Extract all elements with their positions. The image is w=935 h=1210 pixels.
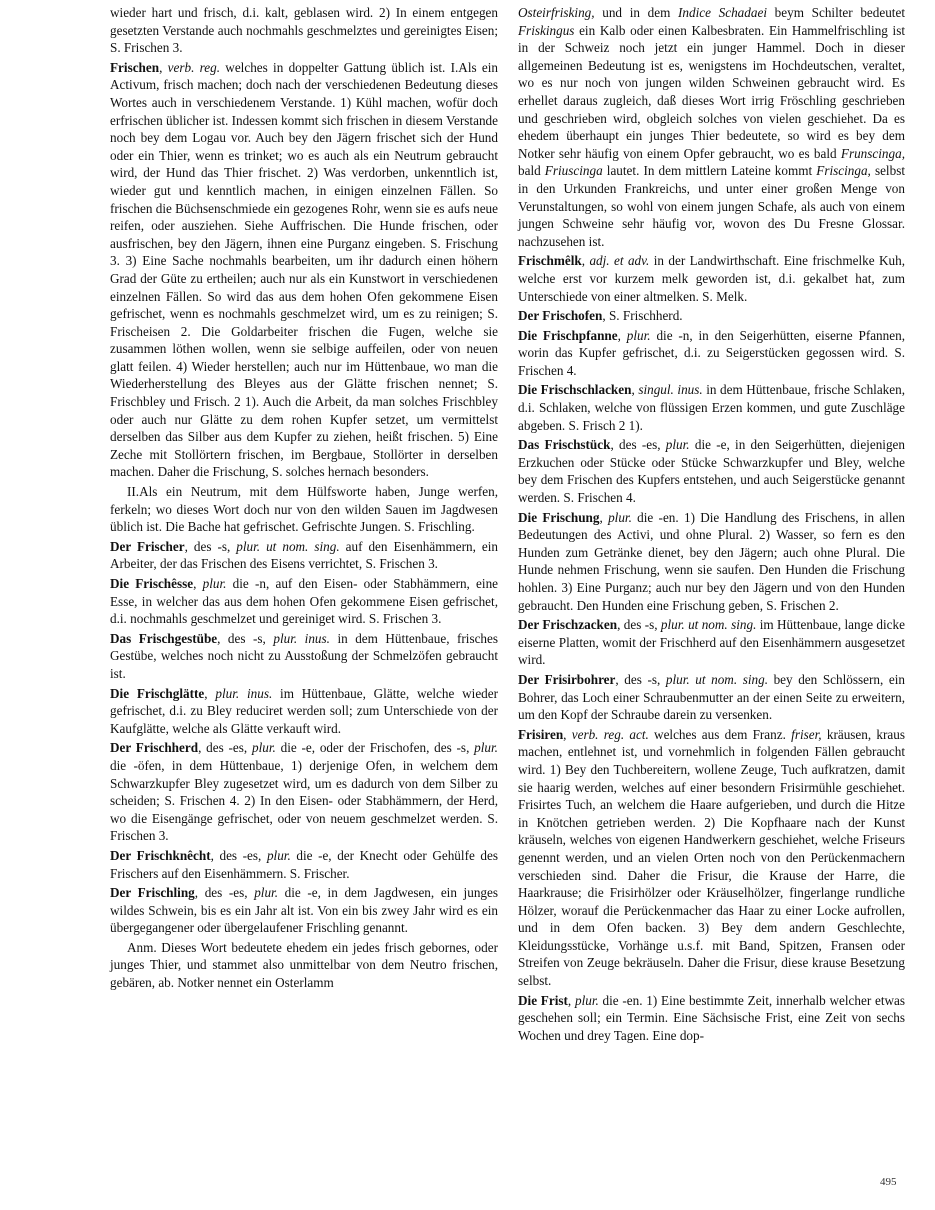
grammar-note: Frunscinga, [840, 145, 905, 161]
entry-text: ein Kalb oder einen Kalbesbraten. Ein Hammelfrischling ist in der Schweiz noch jetzt ein junger Hammel. Doch in dieser allgemeinen Bedeutung ist es, wenigstens im Hochdeutschen, veraltet, wo es nur noch von jungen wilden Schweinen gebraucht wird. Es erhellet daraus zugleich, daß dieses Wort irrig Fröschling geschrieben und geschrieben wird, obgleich solches von vielen geschiehet. Da es ehedem überhaupt ein junges Thier bedeutete, so wird es bey dem Notker sehr häufig von einem Opfer gebraucht, wo es bald [518, 22, 905, 161]
dictionary-entry [110, 575, 498, 628]
grammar-note: plur. [202, 576, 227, 591]
entry-text: die -e, in dem Jagdwesen, ein junges wildes Schwein, bis es ein Jahr alt ist. Von ein bis zwey Jahr wird es ein übergegangener oder übergelaufener Frischling genannt. [110, 885, 498, 936]
grammar-note: verb. reg. act. [571, 726, 649, 742]
entry-text: die -n, in den Seigerhütten, eiserne Pfannen, worin das Kupfer gefrischet, d.i. zu Seigerstücken gegossen wird. S. Frischen 4. [518, 327, 905, 378]
left-column [110, 4, 498, 994]
grammar-note: plur. [254, 885, 279, 901]
entry-headword: Frisiren [518, 726, 564, 742]
entry-text: , [631, 382, 639, 398]
entry-text: in der Landwirthschaft. Eine frischmelke Kuh, welche erst vor kurzem melk geworden ist, d.i. gekalbet hat, zum Unterschiede von einer altmelken. S. Melk. [518, 253, 905, 304]
entry-text: die -en. 1) Eine bestimmte Zeit, innerhalb welcher etwas geschehen soll; ein Termin. Eine Sächsische Frist, eine Zeit von sechs Wochen und drey Tagen. Eine dop- [518, 992, 906, 1043]
entry-text: , [581, 253, 590, 269]
entry-headword: Frischen [110, 59, 160, 75]
entry-headword: Der Frisirbohrer [518, 671, 616, 687]
entry-text: , des -s, [217, 630, 274, 646]
grammar-note: adj. et adv. [589, 253, 650, 269]
dictionary-entry [518, 252, 905, 305]
grammar-note: Osteirfrisking, [518, 5, 595, 20]
grammar-note: verb. reg. [167, 59, 221, 75]
entry-text: die -öfen, in dem Hüttenbaue, 1) derjenige Ofen, in welchem dem Schwarzkupfer Bley zugesetzet wird, um es dadurch von dem Silber zu scheiden; S. Frischen 4. 2) In den Eisen- oder Stabhämmern, der Herd, wo die Eisengänge gefrischet, oder von neuem geschmelzet werden. S. Frischen 3. [110, 757, 498, 844]
entry-text: , [617, 327, 627, 343]
grammar-note: Friuscinga [544, 163, 603, 179]
grammar-note: plur. [251, 740, 276, 756]
entry-text: , [204, 685, 216, 701]
grammar-note: plur. [665, 437, 690, 453]
entry-text: , des -s, [615, 671, 666, 687]
entry-text: die -en. 1) Die Handlung des Frischens, in allen Bedeutungen des Activi, und ohne Plural. 2) Wasser, so fern es den Hunden zum Getränke dienet, bey den Jägern; auch ohne Plural. Die Hunde nehmen Frischung, wenn sie saufen. Den Hunden die Frischung hohlen. 3) Eine Purganz; auch nur bey den Jägern und von den Hunden gebraucht. Den Hunden eine Frischung geben, S. Frischen 2. [518, 509, 906, 613]
grammar-note: plur. [474, 740, 498, 756]
entry-text: , [159, 59, 168, 75]
entry-text: in dem Hüttenbaue, frische Schlaken, d.i. Schlaken, welche von flüssigen Erzen kommen, und gute Zuschläge abgeben. S. Frisch 2 1). [518, 382, 906, 433]
right-column [518, 4, 905, 1046]
entry-text: auf den Eisenhämmern, ein Arbeiter, der das Frischen des Eisens verrichtet, S. Frischen 3. [110, 538, 499, 572]
entry-text: im Hüttenbaue, lange dicke eiserne Platten, womit der Frischherd auf den Eisenhämmern ausgesetzet wird. [518, 617, 905, 668]
entry-text: in dem Hüttenbaue, frisches Gestübe, welches noch nicht zu Ausstoßung der Schmelzöfen gebraucht ist. [110, 630, 499, 681]
grammar-note: plur. ut nom. sing. [236, 538, 340, 554]
grammar-note: singul. inus. [638, 382, 703, 398]
dictionary-entry [110, 739, 498, 845]
entry-text: welches in doppelter Gattung üblich ist. I.Als ein Activum, frisch machen; doch nach der verschiedenen Bedeutung dieses Wortes auch in verschiedenem Verstande. 1) Kühl machen, wofür doch erfrischen üblicher ist. Indessen kommt sich frischen in diesem Verstande noch bey dem Logau vor. Auch bey den Jägern frischet sich der Hund oder ein Thier, wenn es trinket; wo es auch als ein Neutrum gebraucht wird, der Hund das Thier frischet. 2) Was verdorben, unkenntlich ist, wieder gut und kenntlich machen, in einigen einzelnen Fällen. So frischen die Büchsenschmiede ein gezogenes Rohr, wenn sie es aufs neue reifen, oder ausziehen. Siehe Auffrischen. Die Hunde frischen, oder ausfrischen, bey den Jägern, ihnen eine Purganz eingeben. S. Frischung 3. 3) Eine Sache nochmahls bearbeiten, um ihr dadurch einen höhern Grad der Güte zu ertheilen; auch nur als ein Kunstwort in verschiedenen einzelnen Fällen. So wird das aus dem hohen Ofen gekommene Eisen gefrischet, wenn es nochmahls geschmelzet wird, um es zu reinigen; S. Frischeisen 2. Die Goldarbeiter frischen die Fugen, welche sie zusammen löthen wollen, wenn sie selbige auffeilen, oder von neuen glatt feilen. 4) Wieder herstellen; auch nur im Hüttenbaue, wo man die Wiederherstellung des Bleyes aus der Glätte frischen nennet; S. Frischbley und Frisch. 2 1). Auch die Arbeit, da man solches Frischbley oder auch nur Glätte zu dem rohen Kupfer setzet, um vermittelst derselben das Silber aus dem Kupfer zu ziehen, heißt frischen. 5) Eine Zeche mit Stollörtern frischen, im Bergbaue, Stollörter in derselben machen. Daher die Frischung, S. solches hernach besonders. [110, 59, 499, 480]
entry-text: Anm. Dieses Wort bedeutete ehedem ein jedes frisch gebornes, oder junges Thier, und stammet also unmittelbar von dem Neutro frischen, gebären, ab. Notker nennet ein Osterlamm [110, 939, 498, 991]
entry-headword: Die Frischglätte [110, 685, 205, 701]
entry-text: , [599, 509, 609, 525]
entry-headword: Der Frischer [110, 538, 185, 554]
grammar-note: Friskingus [518, 22, 575, 38]
dictionary-entry [110, 538, 498, 573]
entry-text: , des -es, [210, 847, 267, 863]
entry-text: wieder hart und frisch, d.i. kalt, geblasen wird. 2) In einem entgegen gesetzten Verstande auch nochmahls geschmelztes und gereinigtes Eisen; S. Frischen 3. [110, 5, 498, 56]
entry-text: , des -s, [617, 617, 661, 633]
grammar-note: plur. inus. [215, 685, 273, 701]
entry-headword: Das Frischstück [518, 437, 611, 453]
grammar-note: Indice Schadaei [678, 5, 767, 20]
entry-text: die -n, auf den Eisen- oder Stabhämmern, eine Esse, in welcher das aus dem hohen Ofen gekommene Eisen gefrischet, d.i. nochmahls geschmelzet und gereiniget wird. S. Frischen 3. [110, 576, 499, 627]
dictionary-entry [518, 726, 905, 990]
grammar-note: plur. [608, 509, 632, 525]
entry-text: im Hüttenbaue, Glätte, welche wieder gefrischet, d.i. zu Bley reduciret werden soll; zum Unterschiede von der Kaufglätte, welche als Glätte verkauft wird. [110, 685, 499, 736]
dictionary-entry [518, 307, 905, 325]
entry-text: , des -es, [194, 885, 255, 901]
dictionary-entry [110, 59, 498, 481]
dictionary-entry [518, 509, 905, 615]
entry-text: bey den Schlössern, ein Bohrer, das Loch einer Schraubenmutter an der einen Seite zu erweitern, um den Kopf der Schraube darein zu versenken. [518, 671, 905, 723]
entry-text: II.Als ein Neutrum, mit dem Hülfsworte haben, Junge werfen, ferkeln; wo dieses Wort doch nur von den wilden Sauen im Jagdwesen üblich ist. Die Bache hat gefrischet. Gefrischte Jungen. S. Frischling. [110, 484, 498, 535]
entry-headword: Der Frischknêcht [110, 847, 211, 863]
grammar-note: plur. ut nom. sing. [665, 671, 768, 687]
entry-text: kräusen, kraus machen, entlehnet ist, und vornehmlich in folgenden Fällen gebraucht wird. 1) Bey den Tuchbereitern, wollene Zeuge, Tuch aufkratzen, damit sie haarig werden, welches auf einer besondern Frisirmühle geschiehet. Frisirtes Tuch, an welchem die Haare aufgerieben, und durch die Hitze in Knötchen getrieben werden. 2) Die Kopfhaare nach der Kunst kräuseln, welches von eigenen Handwerkern geschiehet, welche Friseurs genennt werden, und an vielen Orten noch von den Perückenmachern verschieden sind. Daher die Frisur, die Krause der Harre, die Haarkrause; die Frisirhölzer oder Kräuselhölzer, fingerlange rundliche Hölzer, worauf die Perückenmacher das Haar zu einer Locke aufrollen, und in dem Ofen backen. 3) Bey dem andern Geschlechte, Kleidungsstücke, Vorhänge u.s.f. mit Band, Spitzen, Fransen oder Streifen von Zeuge bekräuseln. Daher die Frisur, diese krause Besetzung selbst. [518, 726, 905, 989]
entry-headword: Der Frischling [110, 885, 195, 901]
dictionary-entry [518, 436, 905, 506]
entry-text: , S. Frischherd. [602, 308, 683, 324]
dictionary-entry [518, 671, 905, 724]
entry-headword: Die Frischêsse [110, 576, 194, 591]
entry-text: die -e, in den Seigerhütten, diejenigen Erzkuchen oder Stücke oder Stücke Schwarzkupfer und Bley, welche bey dem Frischen des Kupfers entstehen, und auch Seigerstücke genannt werden. S. Frischen 4. [518, 437, 905, 506]
grammar-note: plur. [574, 992, 599, 1008]
grammar-note: plur. [626, 327, 651, 343]
dictionary-entry [110, 630, 498, 683]
entry-headword: Die Frischung [518, 509, 600, 525]
grammar-note: plur. ut nom. sing. [660, 617, 757, 633]
dictionary-entry [110, 847, 498, 882]
dictionary-entry [110, 483, 498, 536]
entry-text: und in dem [594, 5, 679, 20]
grammar-note: Friscinga, [816, 163, 871, 179]
entry-text: , [193, 576, 203, 591]
dictionary-entry [110, 685, 498, 738]
entry-headword: Die Frischpfanne [518, 327, 618, 343]
dictionary-entry [518, 4, 905, 250]
entry-headword: Der Frischofen [518, 308, 603, 324]
entry-text: die -e, oder der Frischofen, des -s, [275, 740, 475, 756]
page-number: 495 [880, 1176, 897, 1188]
entry-text: selbst in den Urkunden Frankreichs, und unter einer großen Menge von Verunstaltungen, so wohl von einem jungen Schafe, als auch von einem jungen Schweine sehr häufig vor, wovon des Du Fresne Glossar. nachzusehen ist. [518, 163, 905, 249]
dictionary-entry [110, 939, 498, 992]
entry-headword: Die Frischschlacken [518, 382, 632, 398]
entry-text: welches aus dem Franz. [648, 726, 792, 742]
grammar-note: plur. [266, 847, 291, 863]
grammar-note: friser, [791, 726, 822, 742]
entry-text: die -e, der Knecht oder Gehülfe des Frischers auf den Eisenhämmern. S. Frischer. [110, 847, 498, 881]
entry-text: , des -es, [198, 740, 252, 756]
entry-text: , des -es, [610, 437, 666, 453]
dictionary-entry [518, 992, 905, 1045]
entry-text: , [563, 726, 572, 742]
dictionary-entry [518, 327, 905, 380]
entry-headword: Das Frischgestübe [110, 630, 218, 646]
entry-text: beym Schilter bedeutet [766, 5, 905, 20]
entry-text: lautet. In dem mittlern Lateine kommt [602, 163, 817, 179]
dictionary-entry [518, 381, 905, 434]
entry-headword: Frischmêlk [518, 253, 582, 269]
grammar-note: plur. inus. [273, 630, 330, 646]
dictionary-entry [110, 4, 498, 57]
entry-headword: Der Frischzacken [518, 617, 618, 633]
entry-text: bald [518, 163, 545, 179]
entry-text: , [567, 992, 575, 1008]
dictionary-entry [110, 884, 498, 937]
entry-headword: Die Frist [518, 992, 568, 1008]
entry-headword: Der Frischherd [110, 740, 199, 756]
dictionary-entry [518, 616, 905, 669]
entry-text: , des -s, [184, 538, 237, 554]
